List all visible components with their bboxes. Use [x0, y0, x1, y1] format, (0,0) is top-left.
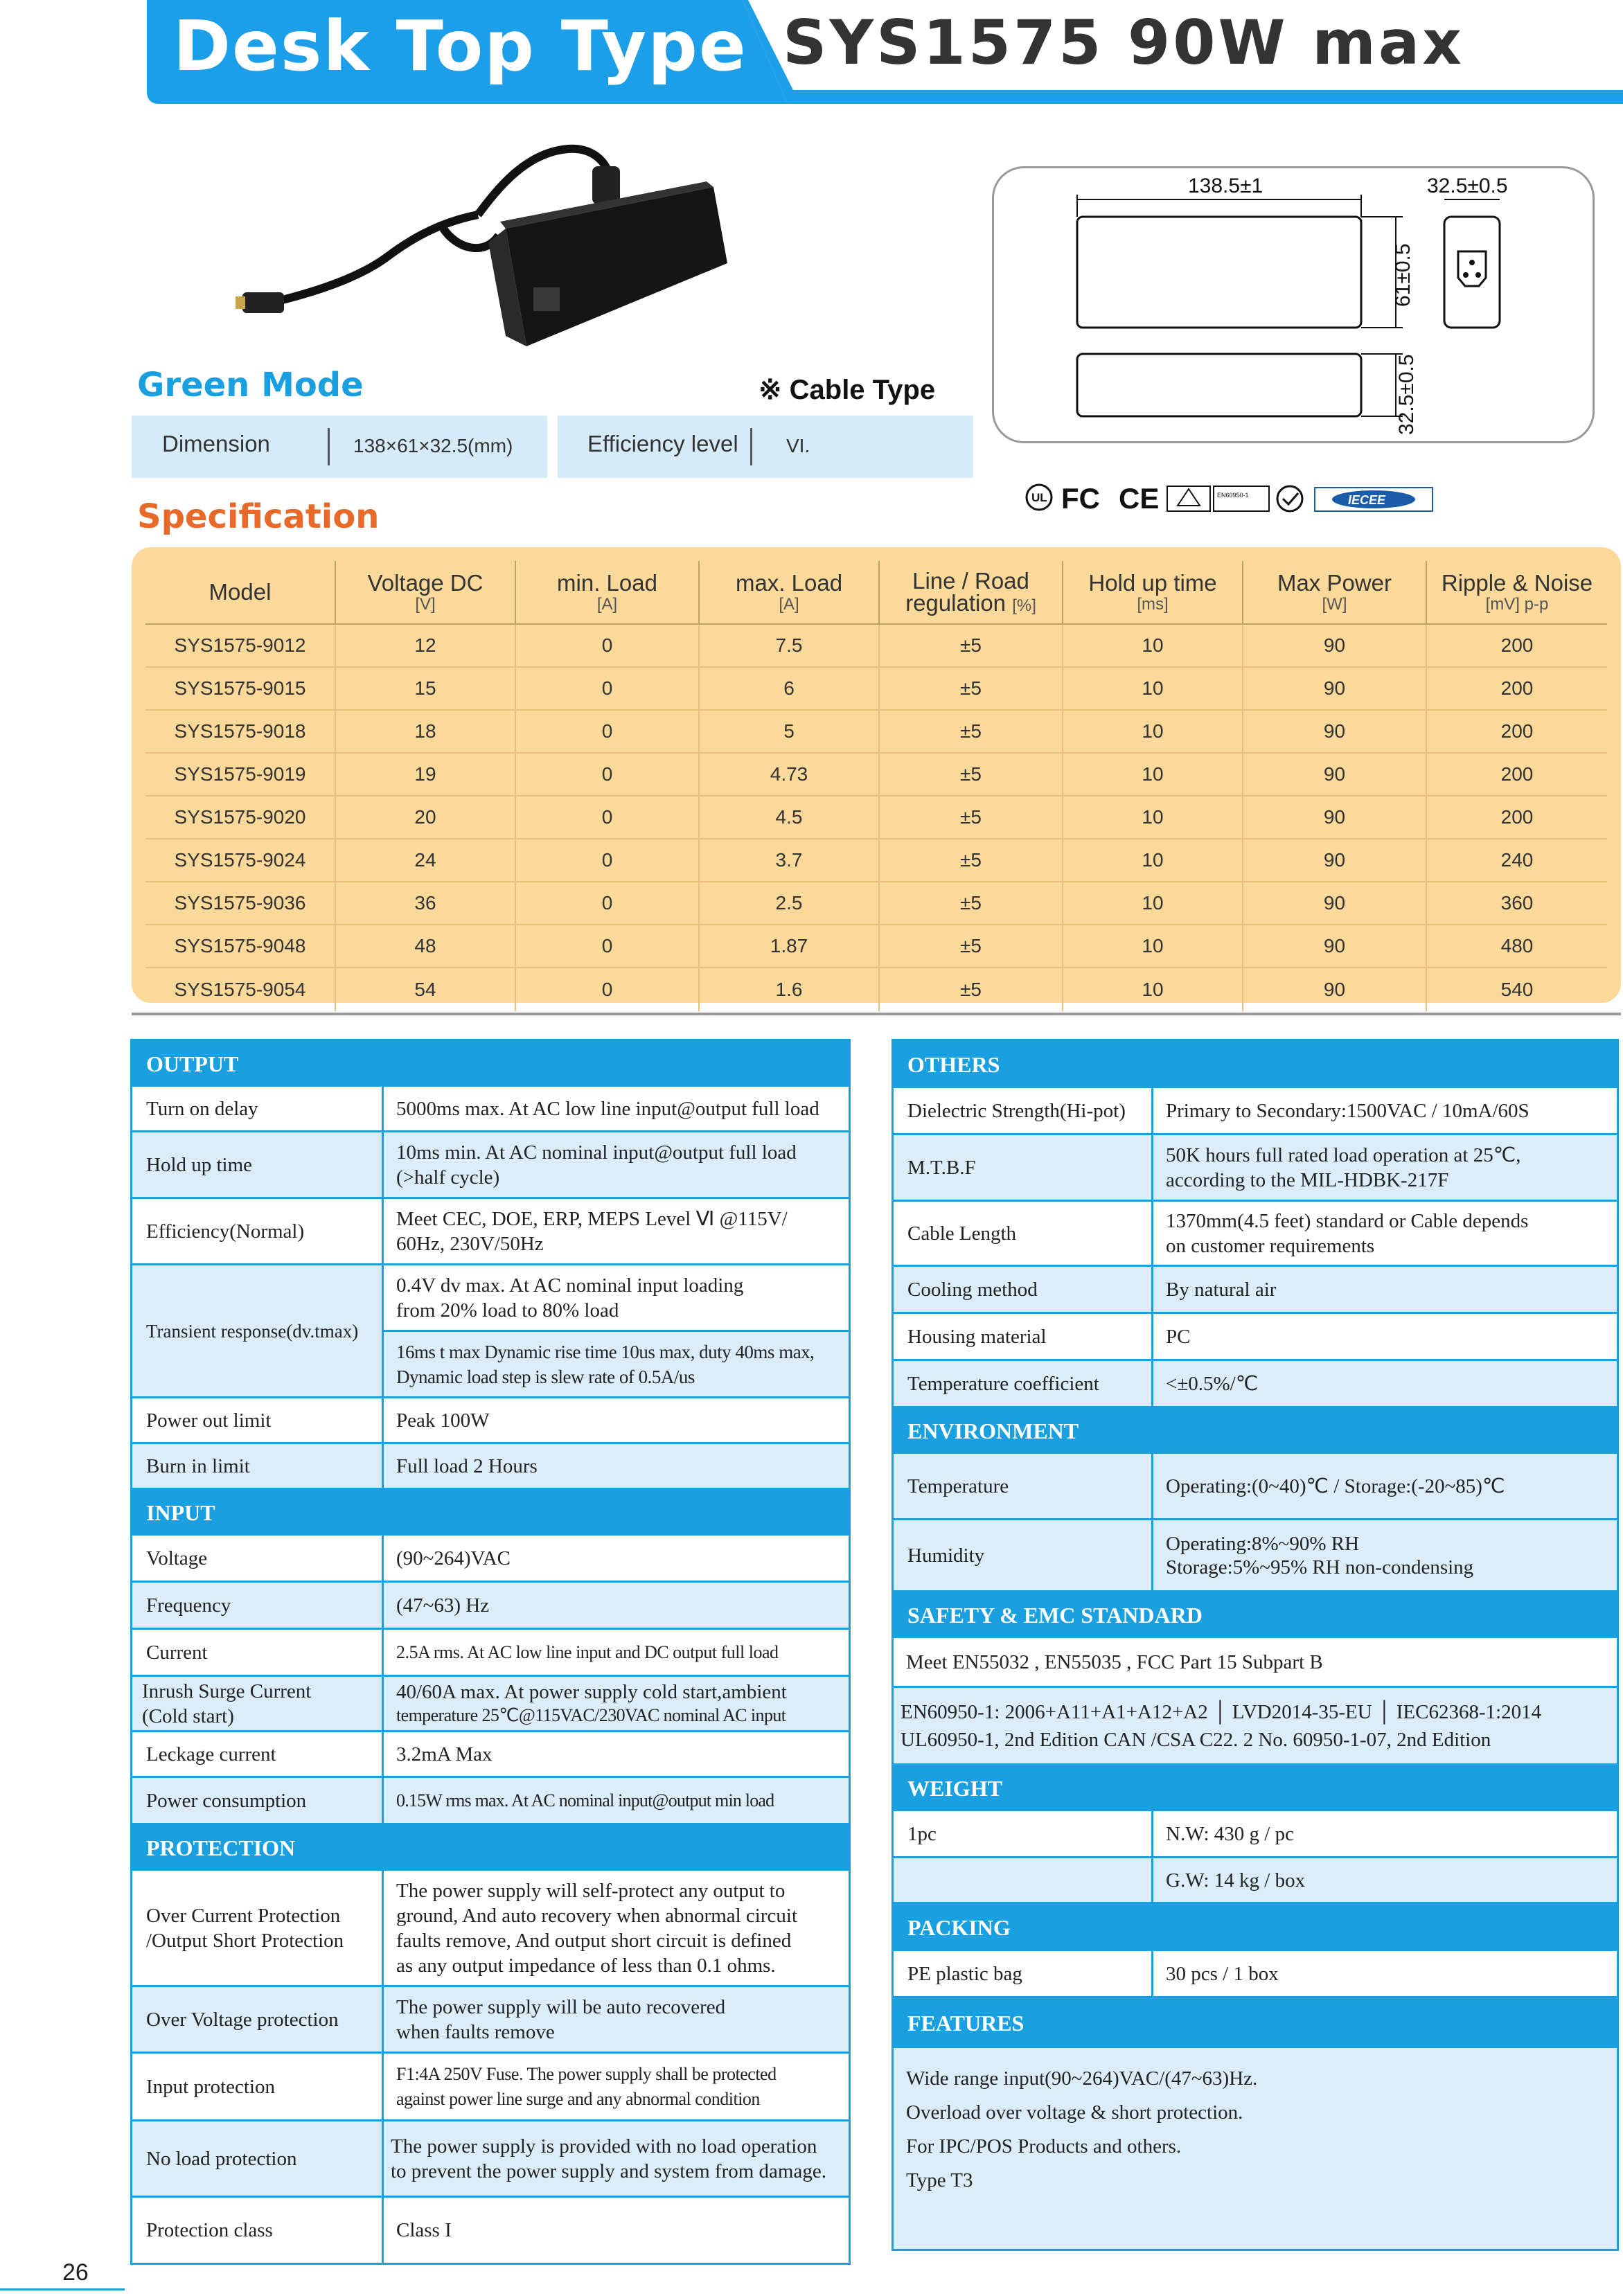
row-value: Meet CEC, DOE, ERP, MEPS Level Ⅵ @115V/: [396, 1207, 788, 1230]
safety-standards-block: [894, 1688, 1617, 1765]
spec-value-cell: ±5: [880, 968, 1063, 1011]
page-title: Desk Top Type: [173, 6, 747, 87]
efficiency-label: Efficiency level: [587, 431, 738, 456]
row-value: <±0.5%/℃: [1166, 1372, 1259, 1395]
spec-model-cell: SYS1575-9018: [145, 711, 336, 752]
dimension-label: Dimension: [162, 431, 270, 456]
spec-header-row: [145, 561, 1607, 625]
row-value: on customer requirements: [1166, 1234, 1375, 1257]
row-value: faults remove, And output short circuit is defined: [396, 1929, 792, 1952]
left-spec-panel: [130, 1039, 851, 2265]
row-label: Hold up time: [132, 1132, 384, 1197]
spec-value-cell: 90: [1243, 882, 1427, 924]
spec-value-cell: 10: [1063, 797, 1243, 838]
row-value: Storage:5%~95% RH non-condensing: [1166, 1556, 1474, 1578]
spec-model-cell: SYS1575-9015: [145, 668, 336, 709]
spec-row: [145, 882, 1607, 925]
spec-value-cell: 6: [700, 668, 880, 709]
spec-header-cell: min. Load [A]: [516, 561, 700, 623]
row-label-line: Inrush Surge Current: [142, 1680, 312, 1702]
row-label: [132, 1677, 384, 1730]
spec-value-cell: 200: [1500, 806, 1534, 828]
spec-value-cell: 36: [336, 882, 516, 924]
spec-model-cell: SYS1575-9024: [145, 839, 336, 881]
row-value: Primary to Secondary:1500VAC / 10mA/60S: [1166, 1099, 1529, 1122]
table-row: [894, 1202, 1617, 1267]
row-value: from 20% load to 80% load: [396, 1299, 619, 1321]
row-label: M.T.B.F: [894, 1135, 1153, 1200]
spec-value-cell: 10: [1063, 968, 1243, 1011]
table-row: [132, 1677, 849, 1732]
spec-value-cell: 90: [1243, 668, 1427, 709]
spec-value-cell: 90: [1243, 625, 1427, 666]
spec-header-cell: max. Load [A]: [700, 561, 880, 623]
row-label: Protection class: [132, 2198, 384, 2263]
page-number-underline: [0, 2288, 125, 2290]
table-row: [132, 1444, 849, 1490]
efficiency-value: VI.: [786, 435, 810, 456]
row-label: Power out limit: [132, 1398, 384, 1442]
spec-value-cell: 90: [1243, 754, 1427, 795]
spec-row: [145, 839, 1607, 882]
table-row: [894, 1811, 1617, 1858]
table-row: [132, 2121, 849, 2198]
spec-value-cell: 10: [1063, 839, 1243, 881]
row-label: Dielectric Strength(Hi-pot): [894, 1088, 1153, 1133]
table-row: [132, 1265, 849, 1398]
table-row: [132, 1630, 849, 1677]
spec-value-cell: 0: [516, 925, 700, 967]
dimension-value: 138×61×32.5(mm): [353, 435, 513, 456]
spec-value-cell: 12: [336, 625, 516, 666]
spec-value-cell: 90: [1243, 797, 1427, 838]
spec-value-cell: 200: [1500, 677, 1534, 699]
dimension-separator: [328, 428, 330, 465]
protection-section-header: PROTECTION: [132, 1825, 849, 1871]
packing-section-header: PACKING: [894, 1904, 1617, 1951]
row-label: Current: [132, 1630, 384, 1675]
spec-value-cell: ±5: [880, 668, 1063, 709]
spec-header-cell: Line / Road regulation [%]: [880, 561, 1063, 623]
spec-value-cell: ±5: [880, 797, 1063, 838]
row-label: Input protection: [132, 2054, 384, 2119]
dim-end-width-label: 32.5±0.5: [1427, 175, 1508, 197]
spec-header-cell: Voltage DC [V]: [336, 561, 516, 623]
en-cert-icon: [1214, 486, 1269, 511]
spec-value-cell: 2.5: [700, 882, 880, 924]
row-value: (47~63) Hz: [396, 1594, 490, 1617]
spec-value-cell: 1.6: [700, 968, 880, 1011]
table-row: [894, 1951, 1617, 1998]
table-row: [132, 1199, 849, 1265]
row-label: Over Voltage protection: [132, 1987, 384, 2052]
spec-value-cell: 10: [1063, 625, 1243, 666]
table-row: [132, 1132, 849, 1199]
spec-value-cell: 4.5: [700, 797, 880, 838]
spec-header-cell: Model: [145, 561, 336, 623]
row-label-line: Over Current Protection: [146, 1904, 341, 1927]
svg-text:EN60950-1: EN60950-1: [1217, 492, 1249, 499]
row-value: temperature 25℃@115VAC/230VAC nominal AC input: [396, 1705, 786, 1725]
row-value: 30 pcs / 1 box: [1166, 1962, 1279, 1985]
spec-row: [145, 797, 1607, 839]
row-value: Operating:8%~90% RH: [1166, 1532, 1360, 1555]
row-value: 10ms min. At AC nominal input@output full load: [396, 1141, 797, 1164]
spec-value-cell: 200: [1500, 720, 1534, 742]
spec-value-cell: 90: [1243, 925, 1427, 967]
row-label: Leckage current: [132, 1732, 384, 1776]
specification-title: Specification: [137, 497, 380, 536]
spec-value-cell: 90: [1243, 968, 1427, 1011]
spec-value-cell: 7.5: [700, 625, 880, 666]
row-value: as any output impedance of less than 0.1 ohms.: [396, 1954, 776, 1977]
safety-emc-line: Meet EN55032 , EN55035 , FCC Part 15 Subpart B: [894, 1638, 1617, 1688]
svg-text:CE: CE: [1119, 482, 1160, 515]
right-spec-panel: [892, 1039, 1619, 2251]
row-label: PE plastic bag: [894, 1951, 1153, 1996]
spec-value-cell: 10: [1063, 882, 1243, 924]
spec-value-cell: 540: [1500, 979, 1534, 1000]
row-value: F1:4A 250V Fuse. The power supply shall be protected: [396, 2063, 777, 2084]
feature-item: For IPC/POS Products and others.: [906, 2135, 1182, 2157]
cable-type-label: ※ Cable Type: [759, 375, 936, 405]
table-row: [894, 1520, 1617, 1592]
environment-section-header: ENVIRONMENT: [894, 1408, 1617, 1454]
spec-value-cell: 15: [336, 668, 516, 709]
row-value: 50K hours full rated load operation at 25℃,: [1166, 1143, 1521, 1166]
spec-row: [145, 968, 1607, 1011]
spec-value-cell: 0: [516, 797, 700, 838]
fcc-logo-icon: [1061, 482, 1100, 515]
spec-value-cell: 18: [336, 711, 516, 752]
input-section-header: INPUT: [132, 1490, 849, 1536]
spec-row: [145, 711, 1607, 754]
row-label: Turn on delay: [132, 1087, 384, 1130]
spec-value-cell: 0: [516, 625, 700, 666]
spec-row: [145, 925, 1607, 968]
row-value: Dynamic load step is slew rate of 0.5A/us: [396, 1366, 695, 1387]
row-value: according to the MIL-HDBK-217F: [1166, 1168, 1449, 1191]
svg-text:UL: UL: [1031, 491, 1047, 504]
spec-model-cell: SYS1575-9020: [145, 797, 336, 838]
spec-model-cell: SYS1575-9054: [145, 968, 336, 1011]
spec-header-cell: Max Power [W]: [1243, 561, 1427, 623]
row-value: Class I: [396, 2219, 452, 2241]
spec-value-cell: 10: [1063, 925, 1243, 967]
spec-value-cell: 0: [516, 668, 700, 709]
row-label: Temperature coefficient: [894, 1361, 1153, 1406]
table-row: [894, 1267, 1617, 1314]
features-list: [894, 2048, 1617, 2249]
table-row: [894, 1088, 1617, 1135]
spec-row: [145, 625, 1607, 668]
page-number: 26: [62, 2259, 89, 2286]
spec-value-cell: 200: [1500, 763, 1534, 785]
adapter-product-image: [236, 139, 734, 367]
svg-text:FC: FC: [1061, 482, 1100, 515]
spec-value-cell: 10: [1063, 711, 1243, 752]
row-value: to prevent the power supply and system from damage.: [391, 2160, 826, 2182]
spec-value-cell: 19: [336, 754, 516, 795]
table-row: [132, 1871, 849, 1987]
spec-value-cell: ±5: [880, 711, 1063, 752]
table-row: [894, 1361, 1617, 1408]
dim-length-label: 138.5±1: [1188, 175, 1263, 197]
row-value: ground, And auto recovery when abnormal circuit: [396, 1904, 798, 1927]
spec-header-cell: Hold up time [ms]: [1063, 561, 1243, 623]
row-label: Cable Length: [894, 1202, 1153, 1265]
feature-item: Overload over voltage & short protection.: [906, 2101, 1243, 2124]
spec-value-cell: 48: [336, 925, 516, 967]
spec-value-cell: 0: [516, 754, 700, 795]
row-label: [132, 1871, 384, 1985]
row-value: The power supply is provided with no load operation: [391, 2135, 817, 2157]
row-label: [894, 1858, 1153, 1902]
table-row: [132, 1778, 849, 1825]
spec-value-cell: 360: [1500, 892, 1534, 914]
row-value: 2.5A rms. At AC low line input and DC output full load: [396, 1641, 779, 1662]
spec-value-cell: 0: [516, 839, 700, 881]
spec-value-cell: 240: [1500, 849, 1534, 871]
row-label: Efficiency(Normal): [132, 1199, 384, 1263]
output-section-header: OUTPUT: [132, 1041, 849, 1087]
spec-value-cell: 0: [516, 882, 700, 924]
row-value: against power line surge and any abnormal condition: [396, 2088, 760, 2109]
row-value: 0.15W rms max. At AC nominal input@output min load: [396, 1790, 774, 1810]
spec-row: [145, 754, 1607, 797]
spec-row: [145, 668, 1607, 711]
spec-value-cell: 24: [336, 839, 516, 881]
row-value: when faults remove: [396, 2020, 555, 2043]
row-label: 1pc: [894, 1811, 1153, 1856]
spec-value-cell: 90: [1243, 839, 1427, 881]
green-mode-title: Green Mode: [137, 366, 364, 404]
spec-value-cell: 54: [336, 968, 516, 1011]
row-value: Peak 100W: [396, 1409, 490, 1432]
table-row: [132, 1583, 849, 1630]
spec-value-cell: 10: [1063, 754, 1243, 795]
tuv-mark-icon: [1167, 486, 1210, 511]
row-value: Full load 2 Hours: [396, 1454, 538, 1477]
spec-value-cell: 480: [1500, 935, 1534, 956]
spec-value-cell: ±5: [880, 754, 1063, 795]
table-row: [132, 1398, 849, 1444]
table-row: [132, 2054, 849, 2121]
others-section-header: OTHERS: [894, 1041, 1617, 1088]
spec-value-cell: ±5: [880, 882, 1063, 924]
row-label: Transient response(dv.tmax): [132, 1265, 384, 1396]
table-row: [132, 2198, 849, 2263]
dim-height-label: 32.5±0.5: [1395, 354, 1418, 435]
model-subtitle: SYS1575 90W max: [783, 7, 1465, 78]
table-row: [894, 1454, 1617, 1520]
spec-value-cell: 200: [1500, 634, 1534, 656]
dimension-drawing: [992, 166, 1595, 443]
row-label: Humidity: [894, 1520, 1153, 1590]
row-label: Temperature: [894, 1454, 1153, 1518]
row-label: No load protection: [132, 2121, 384, 2196]
dimension-box: [132, 416, 547, 478]
safety-standards-line: UL60950-1, 2nd Edition CAN /CSA C22. 2 No. 60950-1-07, 2nd Edition: [901, 1728, 1491, 1751]
row-value: By natural air: [1166, 1278, 1277, 1301]
row-value: The power supply will be auto recovered: [396, 1995, 726, 2018]
spec-value-cell: 5: [700, 711, 880, 752]
spec-value-cell: 3.7: [700, 839, 880, 881]
row-value: PC: [1166, 1325, 1191, 1348]
row-label-line: (Cold start): [142, 1705, 234, 1727]
efficiency-separator: [750, 428, 752, 465]
table-row: [132, 1732, 849, 1778]
spec-value-cell: 20: [336, 797, 516, 838]
table-row: [894, 1135, 1617, 1202]
row-value: 40/60A max. At power supply cold start,ambient: [396, 1680, 787, 1703]
rcm-mark-icon: [1277, 486, 1302, 511]
table-row: [132, 1087, 849, 1132]
row-value: 0.4V dv max. At AC nominal input loading: [396, 1274, 744, 1297]
row-label: Power consumption: [132, 1778, 384, 1823]
feature-item: Wide range input(90~264)VAC/(47~63)Hz.: [906, 2067, 1258, 2090]
table-row: [132, 1987, 849, 2054]
spec-value-cell: 0: [516, 968, 700, 1011]
spec-value-cell: 0: [516, 711, 700, 752]
row-value: 16ms t max Dynamic rise time 10us max, duty 40ms max,: [396, 1341, 815, 1362]
row-label: Frequency: [132, 1583, 384, 1628]
spec-value-cell: ±5: [880, 625, 1063, 666]
features-section-header: FEATURES: [894, 1998, 1617, 2048]
spec-value-cell: ±5: [880, 925, 1063, 967]
row-value: 3.2mA Max: [396, 1743, 493, 1765]
row-value: 1370mm(4.5 feet) standard or Cable depends: [1166, 1209, 1529, 1232]
safety-section-header: SAFETY & EMC STANDARD: [894, 1592, 1617, 1638]
iecee-logo-icon: [1315, 488, 1433, 511]
table-row: [894, 1858, 1617, 1904]
row-label-line: /Output Short Protection: [146, 1929, 344, 1952]
spec-model-cell: SYS1575-9048: [145, 925, 336, 967]
row-value: 5000ms max. At AC low line input@output full load: [396, 1097, 819, 1120]
spec-value-cell: 10: [1063, 668, 1243, 709]
row-value: Operating:(0~40)℃ / Storage:(-20~85)℃: [1166, 1475, 1505, 1497]
row-value: N.W: 430 g / pc: [1166, 1822, 1294, 1845]
spec-value-cell: 1.87: [700, 925, 880, 967]
section-divider: [132, 1013, 1621, 1015]
weight-section-header: WEIGHT: [894, 1765, 1617, 1811]
spec-model-cell: SYS1575-9012: [145, 625, 336, 666]
row-value: (>half cycle): [396, 1166, 500, 1189]
row-label: Burn in limit: [132, 1444, 384, 1488]
row-value: G.W: 14 kg / box: [1166, 1869, 1306, 1892]
spec-model-cell: SYS1575-9019: [145, 754, 336, 795]
safety-standards-line: EN60950-1: 2006+A11+A1+A12+A2 │ LVD2014-35-EU │ IEC62368-1:2014: [901, 1700, 1542, 1723]
ce-mark-icon: [1119, 482, 1159, 515]
row-value: (90~264)VAC: [396, 1547, 511, 1569]
row-label: Housing material: [894, 1314, 1153, 1359]
spec-value-cell: ±5: [880, 839, 1063, 881]
table-row: [894, 1314, 1617, 1361]
row-label: Voltage: [132, 1536, 384, 1581]
feature-item: Type T3: [906, 2169, 973, 2191]
ul-mark-icon: [1027, 485, 1052, 510]
certification-logos: [1018, 478, 1462, 519]
table-row: [132, 1536, 849, 1583]
svg-text:IECEE: IECEE: [1348, 493, 1386, 507]
spec-model-cell: SYS1575-9036: [145, 882, 336, 924]
row-value: 60Hz, 230V/50Hz: [396, 1232, 544, 1255]
row-label: Cooling method: [894, 1267, 1153, 1312]
efficiency-box: [558, 416, 973, 478]
spec-value-cell: 90: [1243, 711, 1427, 752]
row-value: The power supply will self-protect any output to: [396, 1879, 786, 1902]
dim-width-label: 61±0.5: [1392, 243, 1414, 307]
spec-header-cell: Ripple & Noise [mV] p-p: [1441, 570, 1593, 614]
specification-table: [132, 547, 1621, 1003]
spec-value-cell: 4.73: [700, 754, 880, 795]
